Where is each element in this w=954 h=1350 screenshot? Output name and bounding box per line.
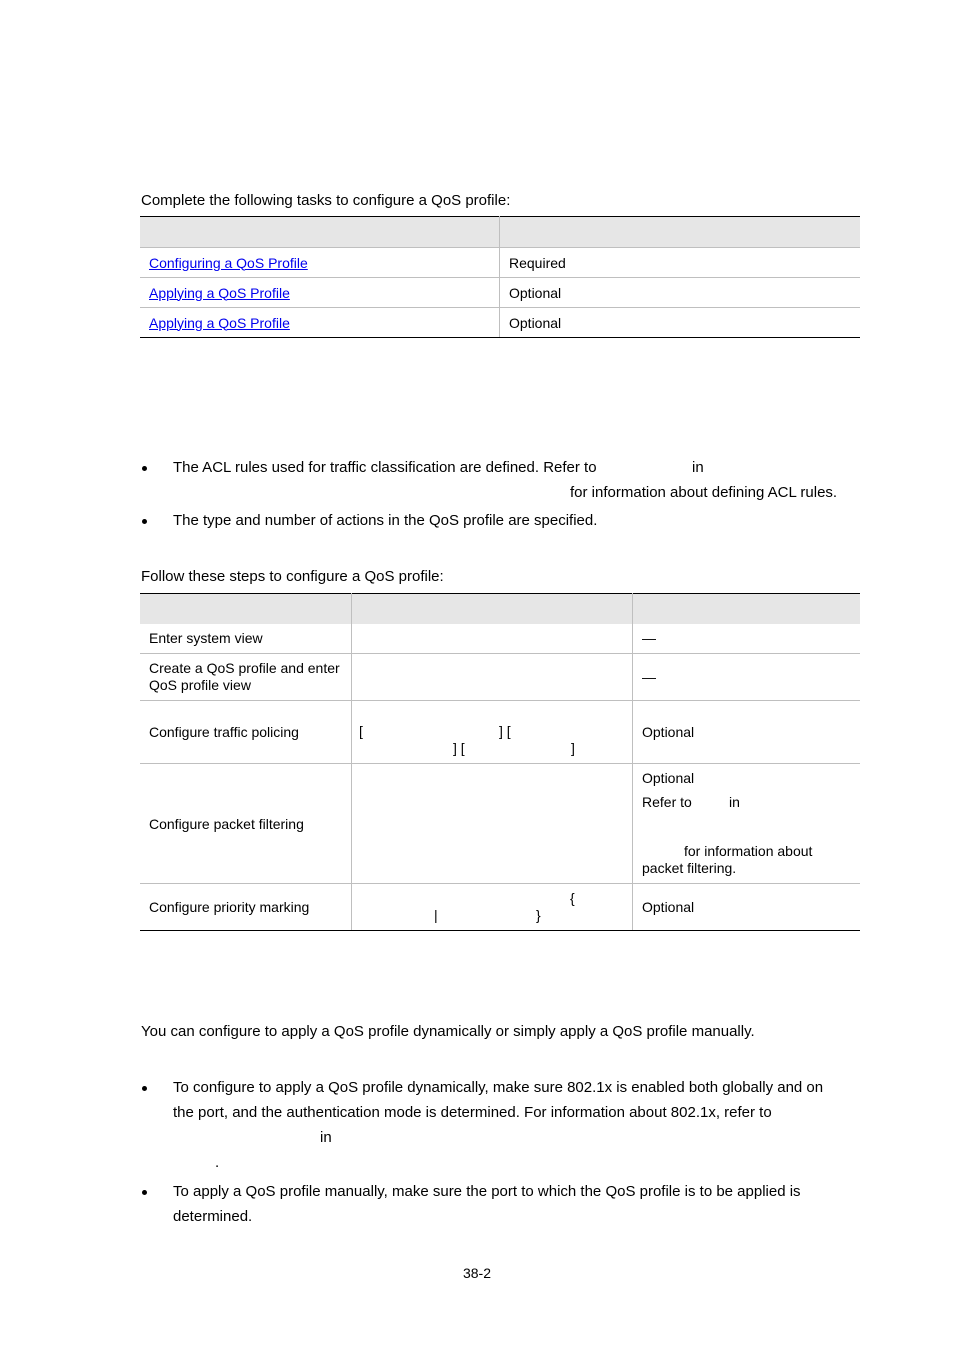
task-link[interactable]: Applying a QoS Profile — [149, 284, 290, 301]
apply-intro: You can configure to apply a QoS profile dynamically or simply apply a QoS profile manually. — [141, 1023, 755, 1040]
header-cell — [140, 594, 352, 624]
table-row — [140, 654, 860, 701]
command-bracket: } — [536, 907, 541, 923]
table-row — [140, 624, 860, 654]
command-cell — [352, 884, 633, 931]
prereq-text: in — [692, 459, 704, 476]
command-cell — [352, 701, 633, 764]
header-cell — [352, 594, 633, 624]
bullet-icon — [142, 1086, 147, 1091]
remark-cell: Optional — [500, 278, 861, 308]
apply-text: in — [320, 1129, 332, 1146]
operation-cell: Enter system view — [140, 624, 352, 654]
task-link[interactable]: Applying a QoS Profile — [149, 314, 290, 331]
prereq-text: for information about defining ACL rules. — [570, 484, 838, 501]
task-link[interactable]: Configuring a QoS Profile — [149, 254, 308, 271]
table-row — [140, 308, 860, 338]
command-cell — [352, 624, 633, 654]
remark-line: packet filtering. — [642, 860, 737, 876]
table-row — [140, 278, 860, 308]
header-cell — [500, 217, 861, 248]
remark-line: for information about — [684, 843, 813, 859]
operation-line: Create a QoS profile and enter — [149, 660, 340, 676]
steps-table — [140, 593, 860, 931]
operation-cell: Configure priority marking — [140, 884, 352, 931]
table-row — [140, 764, 860, 884]
header-cell — [140, 217, 500, 248]
task-table — [140, 216, 860, 338]
command-cell — [352, 764, 633, 884]
apply-text: determined. — [173, 1208, 253, 1225]
remark-cell: — — [633, 624, 861, 654]
table-row — [140, 248, 860, 278]
operation-cell: Configure traffic policing — [140, 701, 352, 764]
remark-line: in — [729, 794, 740, 810]
command-bracket: ] [ — [453, 740, 465, 756]
command-cell — [352, 654, 633, 701]
table-row — [140, 701, 860, 764]
remark-cell: Optional — [500, 308, 861, 338]
intro-text: Follow these steps to configure a QoS profile: — [141, 568, 444, 585]
remark-line: Optional — [642, 770, 695, 786]
apply-text: . — [215, 1154, 220, 1171]
operation-cell: Configure packet filtering — [140, 764, 352, 884]
command-bracket: ] — [571, 740, 575, 756]
command-bracket: | — [434, 907, 438, 923]
operation-line: QoS profile view — [149, 677, 251, 693]
remark-line: Refer to — [642, 794, 692, 810]
bullet-icon — [142, 466, 147, 471]
prereq-text: The ACL rules used for traffic classification are defined. Refer to — [173, 459, 597, 476]
header-cell — [633, 594, 861, 624]
prereq-text: The type and number of actions in the QoS profile are specified. — [173, 512, 598, 529]
remark-cell: Optional — [633, 884, 861, 931]
operation-cell — [140, 654, 352, 701]
command-bracket: [ — [359, 723, 363, 739]
remark-cell: — — [633, 654, 861, 701]
command-bracket: ] [ — [499, 723, 511, 739]
command-bracket: { — [570, 890, 575, 906]
page-number: 38-2 — [462, 1265, 492, 1281]
table-row — [140, 884, 860, 931]
bullet-icon — [142, 1190, 147, 1195]
apply-text: To configure to apply a QoS profile dynamically, make sure 802.1x is enabled both globally and on — [173, 1079, 824, 1096]
remark-cell — [633, 764, 861, 884]
bullet-icon — [142, 519, 147, 524]
apply-text: the port, and the authentication mode is determined. For information about 802.1x, refer to — [173, 1104, 772, 1121]
apply-text: To apply a QoS profile manually, make sure the port to which the QoS profile is to be applied is — [173, 1183, 801, 1200]
remark-cell: Optional — [633, 701, 861, 764]
intro-text: Complete the following tasks to configure a QoS profile: — [141, 192, 511, 209]
remark-cell: Required — [500, 248, 861, 278]
